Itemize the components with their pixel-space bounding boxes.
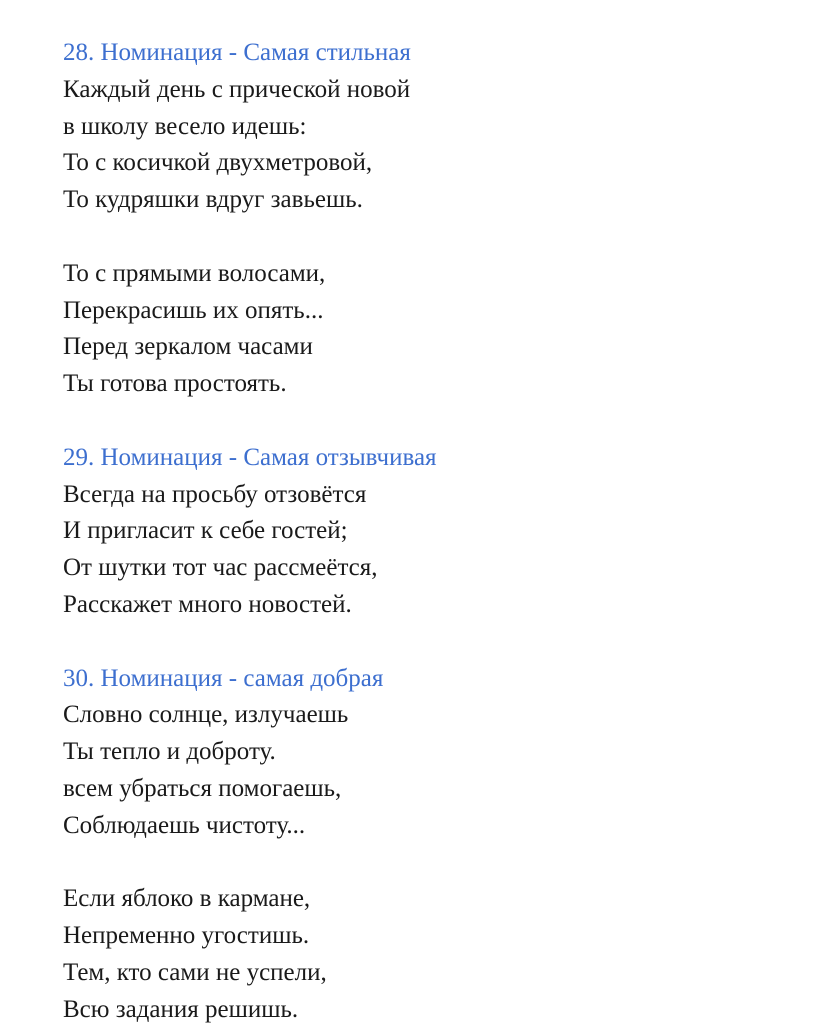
stanza-gap: [63, 219, 783, 256]
poem-line: Всегда на просьбу отзовётся: [63, 480, 367, 508]
poem-line: От шутки тот час рассмеётся,: [63, 554, 378, 582]
section-heading-28: 28. Номинация - Самая стильная: [63, 39, 411, 66]
stanza-gap: [63, 403, 783, 440]
poem-line: Каждый день с прической новой: [63, 75, 411, 103]
poem-line: И пригласит к себе гостей;: [63, 517, 348, 545]
poem-line: в школу весело идешь:: [63, 112, 307, 140]
poem-line: Ты тепло и доброту.: [63, 738, 276, 766]
poem-line: То кудряшки вдруг завьешь.: [63, 186, 363, 214]
poem-line: Непременно угостишь.: [63, 922, 310, 950]
poem-line: Перекрасишь их опять...: [63, 296, 324, 324]
poem-line: Расскажет много новостей.: [63, 590, 352, 618]
poem-line: Если яблоко в кармане,: [63, 885, 311, 913]
poem-line: всем убраться помогаешь,: [63, 774, 342, 802]
section-heading-29: 29. Номинация - Самая отзывчивая: [63, 443, 437, 471]
section-heading-30: 30. Номинация - самая добрая: [63, 664, 384, 692]
poem-line: Словно солнце, излучаешь: [63, 701, 349, 729]
poem-line: Перед зеркалом часами: [63, 333, 313, 361]
poem-line: То с прямыми волосами,: [63, 259, 326, 287]
poem-line: Всю задания решишь.: [63, 995, 299, 1023]
poem-line: Тем, кто сами не успели,: [63, 958, 327, 986]
stanza-gap: [63, 624, 783, 661]
poem-line: То с косичкой двухметровой,: [63, 149, 373, 177]
stanza-gap: [63, 845, 783, 882]
poem-line: Соблюдаешь чистоту...: [63, 811, 306, 839]
poem-line: Ты готова простоять.: [63, 370, 287, 398]
poem-content: [63, 35, 783, 1029]
